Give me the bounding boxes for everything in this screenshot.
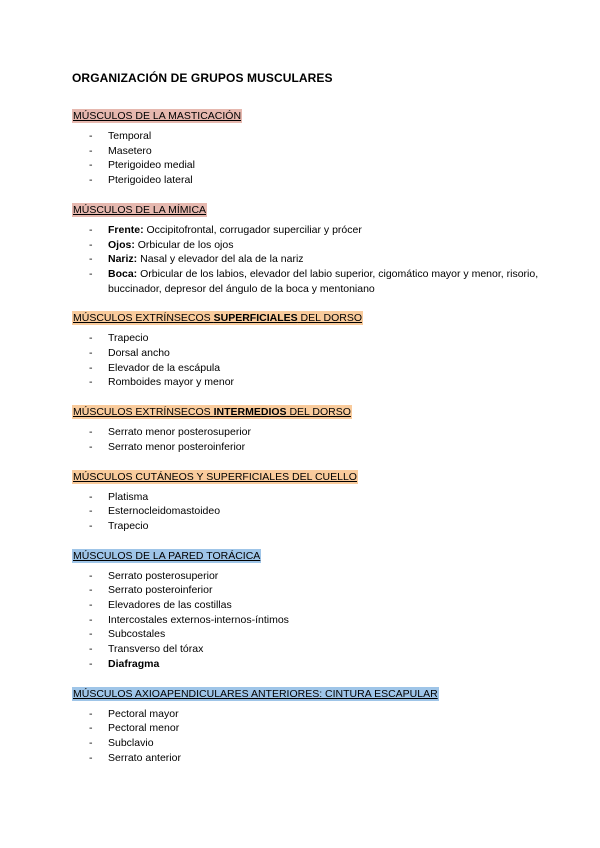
muscle-list [72, 129, 542, 188]
section-heading [72, 311, 363, 325]
list-item: - Trapecio [72, 519, 542, 534]
section-heading: MÚSCULOS DE LA MASTICACIÓN [73, 110, 242, 122]
heading-part: MÚSCULOS EXTRÍNSECOS [73, 406, 214, 419]
item-text: Occipitofrontal, corrugador superciliar y prócer [143, 223, 362, 236]
list-item: - Serrato posterosuperior [72, 569, 542, 584]
list-item: - Serrato anterior [72, 751, 542, 766]
muscle-list [72, 569, 542, 672]
section-heading: MÚSCULOS DE LA MÍMICA [73, 203, 207, 216]
list-item [72, 657, 542, 672]
list-item: - Pterigoideo medial [72, 158, 542, 173]
item-label: Diafragma [108, 657, 160, 670]
item-text: Orbicular de los labios, elevador del labio superior, cigomático mayor y menor, risorio, buccinador, depresor del ángulo de la boca y mentoniano [108, 267, 539, 295]
item-text: Nasal y elevador del ala de la nariz [137, 253, 304, 266]
heading-part: DEL DORSO [286, 406, 351, 419]
item-label: Boca: [108, 267, 138, 280]
list-item [72, 267, 542, 296]
list-item: - Temporal [72, 129, 542, 144]
document-page [72, 71, 542, 777]
list-item [72, 238, 542, 253]
list-item: - Serrato posteroinferior [72, 583, 542, 598]
heading-bold: SUPERFICIALES [213, 312, 298, 325]
list-item: - Subcostales [72, 627, 542, 642]
list-item: - Platisma [72, 490, 542, 505]
muscle-list [72, 223, 542, 297]
heading-part: DEL DORSO [297, 312, 362, 325]
item-label: Nariz: [108, 253, 138, 266]
list-item: - Elevador de la escápula [72, 361, 542, 376]
item-label: Frente: [108, 223, 144, 236]
list-item: - Masetero [72, 144, 542, 159]
heading-part: MÚSCULOS EXTRÍNSECOS [73, 312, 214, 325]
item-label: Ojos: [108, 238, 135, 251]
list-item: - Pectoral menor [72, 721, 542, 736]
list-item: - Elevadores de las costillas [72, 598, 542, 613]
section-heading: MÚSCULOS AXIOAPENDICULARES ANTERIORES: CINTURA ESCAPULAR [73, 687, 438, 700]
section-axioapendiculares [72, 684, 542, 766]
list-item: - Trapecio [72, 331, 542, 346]
section-cuello [72, 467, 542, 534]
section-mimica [72, 200, 542, 297]
list-item: - Intercostales externos-internos-íntimos [72, 613, 542, 628]
list-item: - Pectoral mayor [72, 707, 542, 722]
section-masticacion [72, 106, 542, 188]
list-item [72, 223, 542, 238]
section-heading: MÚSCULOS CUTÁNEOS Y SUPERFICIALES DEL CUELLO [73, 470, 357, 483]
muscle-list [72, 490, 542, 534]
list-item: - Serrato menor posterosuperior [72, 425, 542, 440]
section-extrinsecos-superficiales [72, 308, 542, 390]
muscle-list [72, 425, 542, 454]
list-item: - Dorsal ancho [72, 346, 542, 361]
section-heading: MÚSCULOS DE LA PARED TORÁCICA [73, 549, 261, 562]
list-item: - Romboides mayor y menor [72, 375, 542, 390]
section-pared-toracica [72, 546, 542, 672]
item-text: Orbicular de los ojos [134, 238, 234, 251]
list-item: - Subclavio [72, 736, 542, 751]
heading-bold: INTERMEDIOS [213, 406, 287, 419]
list-item: - Transverso del tórax [72, 642, 542, 657]
list-item [72, 252, 542, 267]
list-item: - Esternocleidomastoideo [72, 504, 542, 519]
list-item: - Pterigoideo lateral [72, 173, 542, 188]
page-title: ORGANIZACIÓN DE GRUPOS MUSCULARES [72, 71, 333, 85]
muscle-list [72, 707, 542, 766]
section-extrinsecos-intermedios [72, 402, 542, 454]
list-item: - Serrato menor posteroinferior [72, 440, 542, 455]
section-heading [72, 405, 352, 419]
muscle-list [72, 331, 542, 390]
